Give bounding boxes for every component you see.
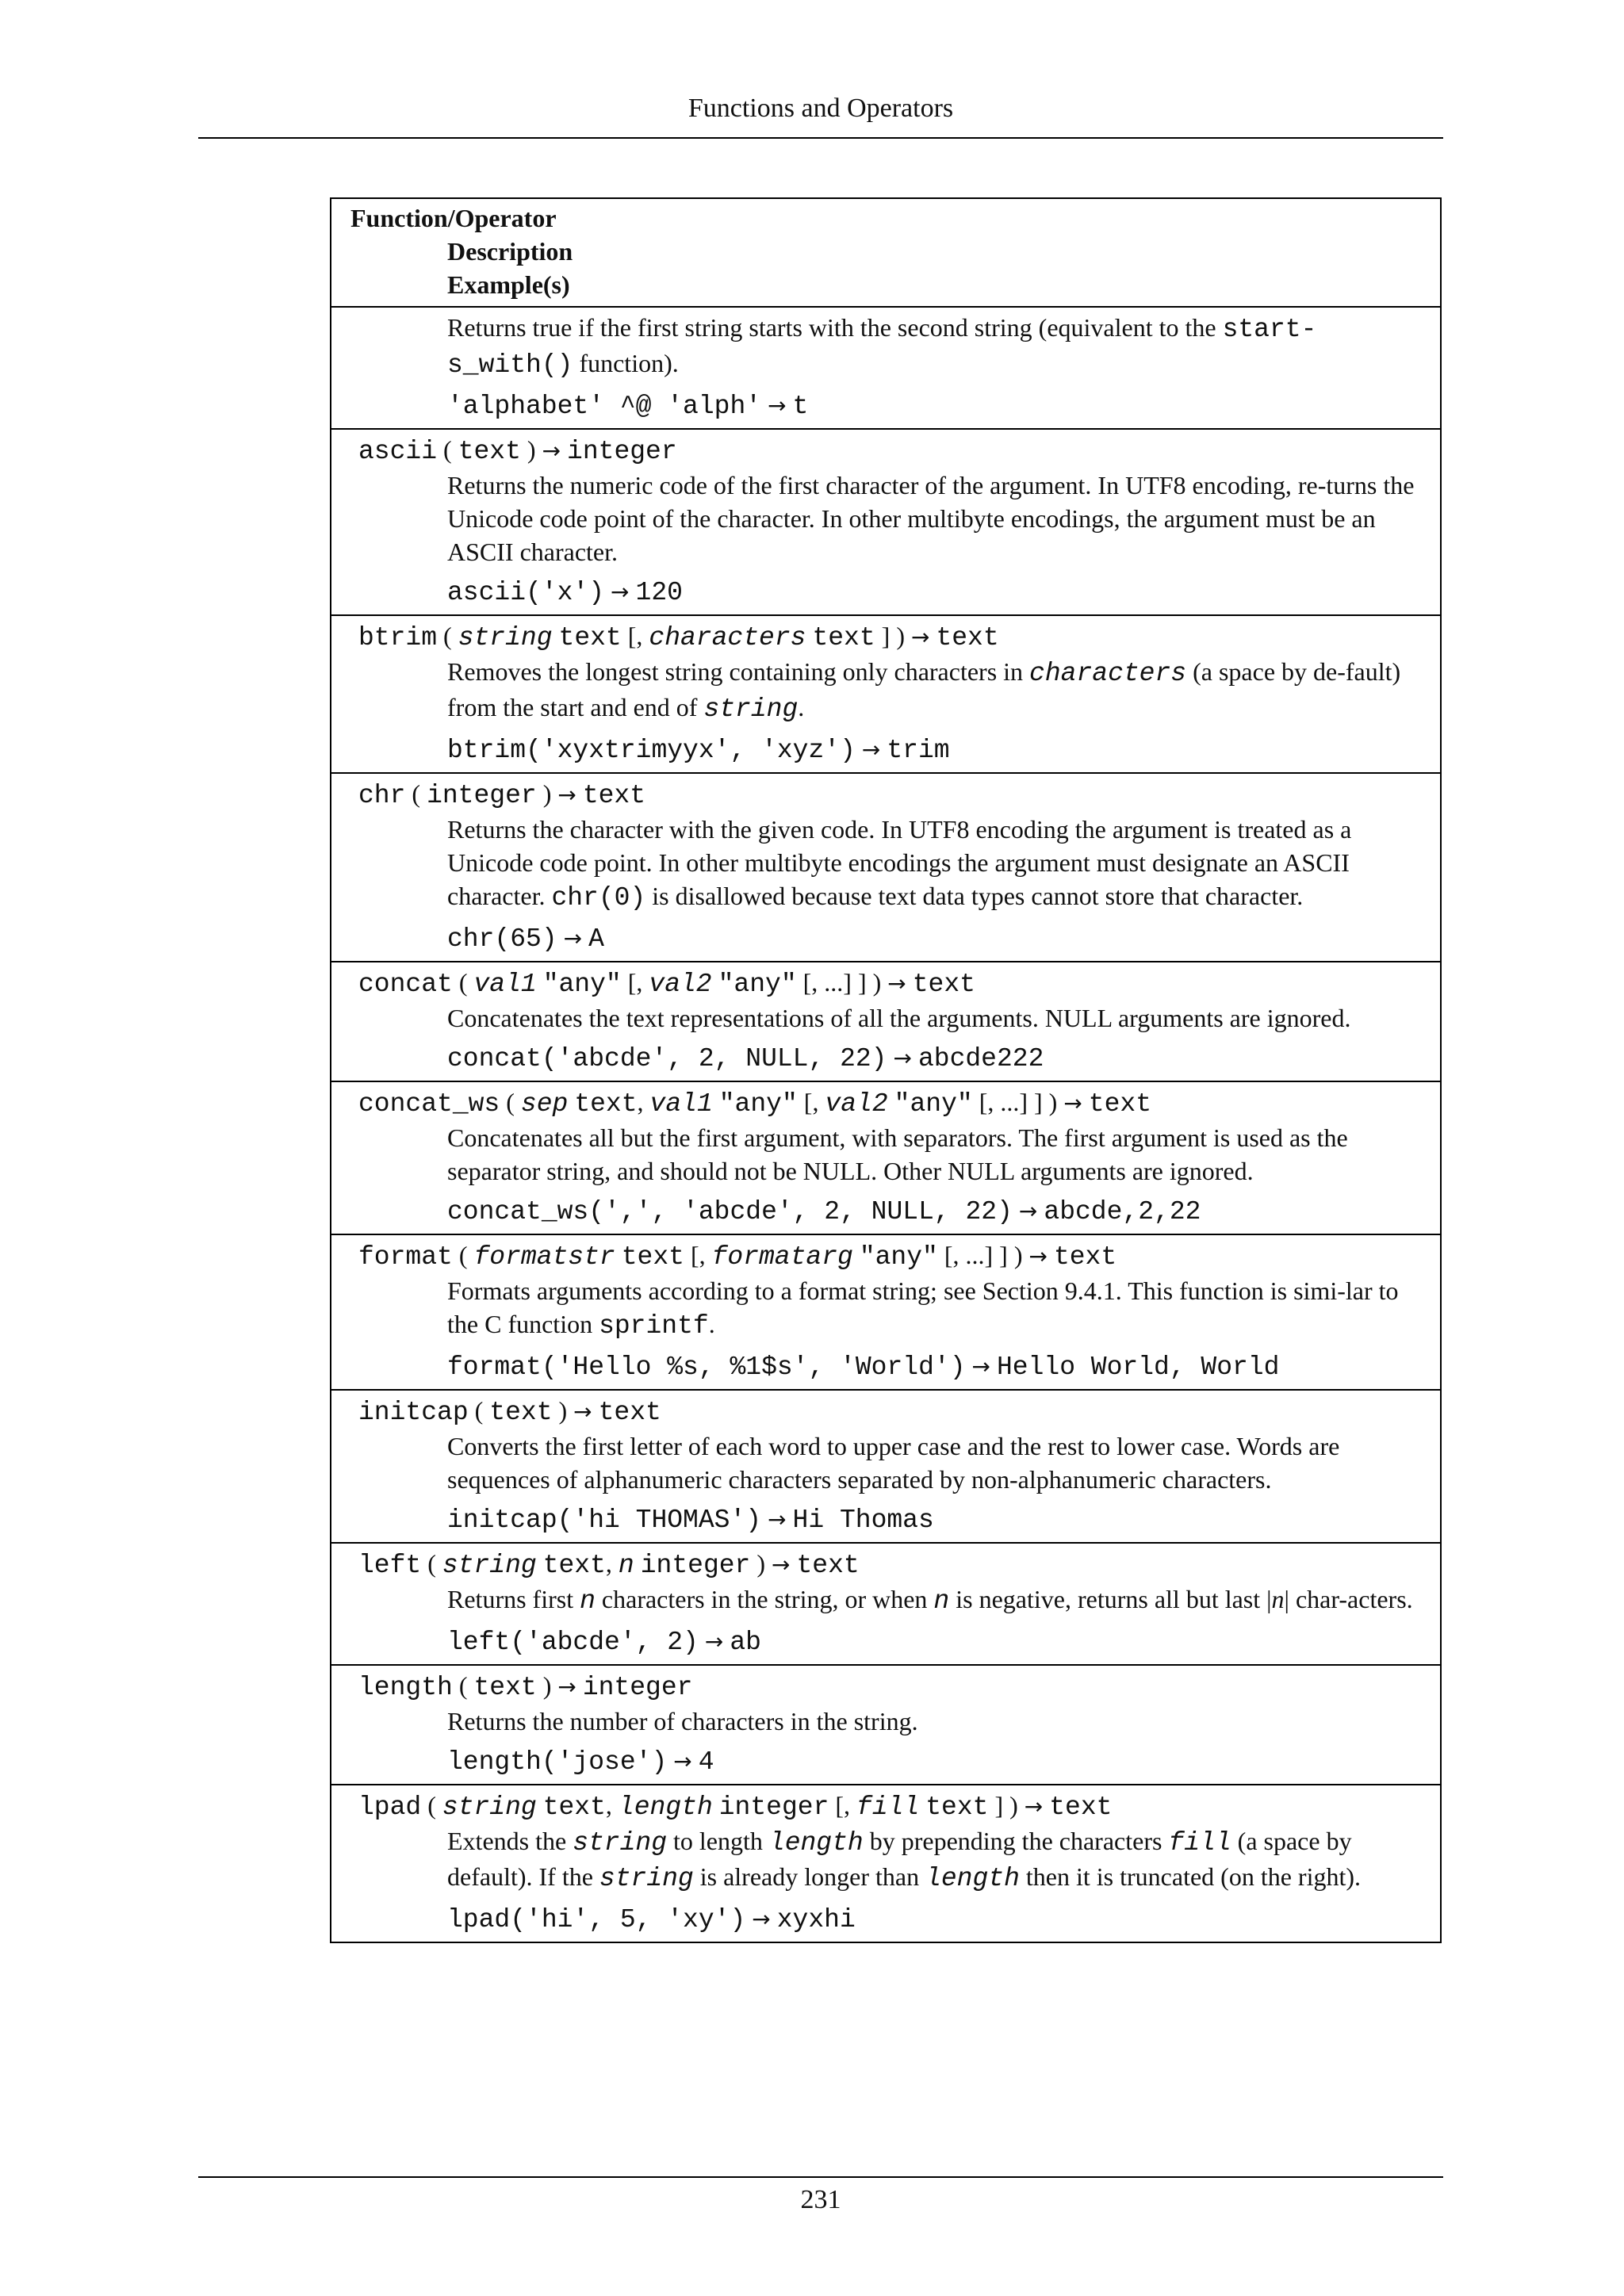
function-example: concat('abcde', 2, NULL, 22) → abcde222 xyxy=(447,1044,1044,1073)
function-example: concat_ws(',', 'abcde', 2, NULL, 22) → abcde,2,22 xyxy=(447,1197,1201,1226)
footer-rule xyxy=(198,2176,1443,2178)
column-header-function: Function/Operator xyxy=(350,204,557,232)
function-example: ascii('x') → 120 xyxy=(447,578,683,607)
running-header: Functions and Operators xyxy=(688,94,954,123)
functions-table xyxy=(330,197,1442,1943)
function-example: left('abcde', 2) → ab xyxy=(447,1628,761,1657)
function-signature: concat ( val1 "any" [, val2 "any" [, ...] ] ) → text xyxy=(358,968,975,999)
column-header-description: Description xyxy=(447,237,573,266)
table-row-concat xyxy=(331,962,1440,1082)
table-row-chr xyxy=(331,774,1440,962)
table-row-btrim xyxy=(331,616,1440,774)
function-description: Removes the longest string containing only characters in characters (a space by de-fault) from the start and end of string. xyxy=(447,657,1401,724)
function-signature: left ( string text, n integer ) → text xyxy=(358,1549,860,1580)
function-signature: concat_ws ( sep text, val1 "any" [, val2 "any" [, ...] ] ) → text xyxy=(358,1088,1151,1119)
function-description: Returns the number of characters in the string. xyxy=(447,1707,918,1735)
table-row-format xyxy=(331,1235,1440,1391)
function-description: Extends the string to length length by prepending the characters fill (a space by default). If the string is already longer than length then it is truncated (on the right). xyxy=(447,1827,1362,1893)
function-example: format('Hello %s, %1$s', 'World') → Hello World, World xyxy=(447,1353,1280,1382)
function-signature: chr ( integer ) → text xyxy=(358,779,646,810)
table-row-initcap xyxy=(331,1391,1440,1544)
table-row-lpad xyxy=(331,1785,1440,1943)
table-row-starts-with-operator xyxy=(331,308,1440,430)
function-description: Returns true if the first string starts with the second string (equivalent to the start-s_with() function). xyxy=(447,313,1317,380)
page-number: 231 xyxy=(800,2185,841,2214)
function-description: Concatenates all but the first argument, with separators. The first argument is used as the separator string, and should not be NULL. Other NULL arguments are ignored. xyxy=(447,1123,1348,1185)
column-header-examples: Example(s) xyxy=(447,270,570,299)
function-example: initcap('hi THOMAS') → Hi Thomas xyxy=(447,1506,934,1535)
function-example: lpad('hi', 5, 'xy') → xyxhi xyxy=(447,1905,856,1934)
function-example: 'alphabet' ^@ 'alph' → t xyxy=(447,392,809,421)
table-row-length xyxy=(331,1666,1440,1785)
table-row-ascii xyxy=(331,430,1440,616)
table-row-concat-ws xyxy=(331,1082,1440,1235)
function-description: Concatenates the text representations of all the arguments. NULL arguments are ignored. xyxy=(447,1004,1351,1032)
function-description: Returns first n characters in the string, or when n is negative, returns all but last |n| char-acters. xyxy=(447,1585,1413,1616)
function-example: length('jose') → 4 xyxy=(447,1747,714,1777)
function-signature: length ( text ) → integer xyxy=(358,1671,693,1702)
function-signature: btrim ( string text [, characters text ] ) → text xyxy=(358,622,999,652)
function-signature: lpad ( string text, length integer [, fill text ] ) → text xyxy=(358,1791,1113,1822)
function-signature: ascii ( text ) → integer xyxy=(358,435,677,466)
header-rule xyxy=(198,137,1443,139)
table-header xyxy=(331,199,1440,308)
function-example: chr(65) → A xyxy=(447,924,604,954)
function-signature: initcap ( text ) → text xyxy=(358,1396,661,1427)
table-row-left xyxy=(331,1544,1440,1666)
function-description: Returns the numeric code of the first character of the argument. In UTF8 encoding, re-turns the Unicode code point of the character. In other multibyte encodings, the argument must be an ASCII character. xyxy=(447,471,1415,566)
function-example: btrim('xyxtrimyyx', 'xyz') → trim xyxy=(447,736,950,765)
function-description: Formats arguments according to a format string; see Section 9.4.1. This function is simi-lar to the C function sprintf. xyxy=(447,1276,1399,1341)
function-description: Converts the first letter of each word to upper case and the rest to lower case. Words are sequences of alphanumeric characters separated by non-alphanumeric characters. xyxy=(447,1432,1340,1494)
function-signature: format ( formatstr text [, formatarg "any" [, ...] ] ) → text xyxy=(358,1241,1117,1272)
function-description: Returns the character with the given code. In UTF8 encoding the argument is treated as a Unicode code point. In other multibyte encodings the argument must designate an ASCII character. chr(0) is disallowed because text data types cannot store that character. xyxy=(447,815,1352,913)
